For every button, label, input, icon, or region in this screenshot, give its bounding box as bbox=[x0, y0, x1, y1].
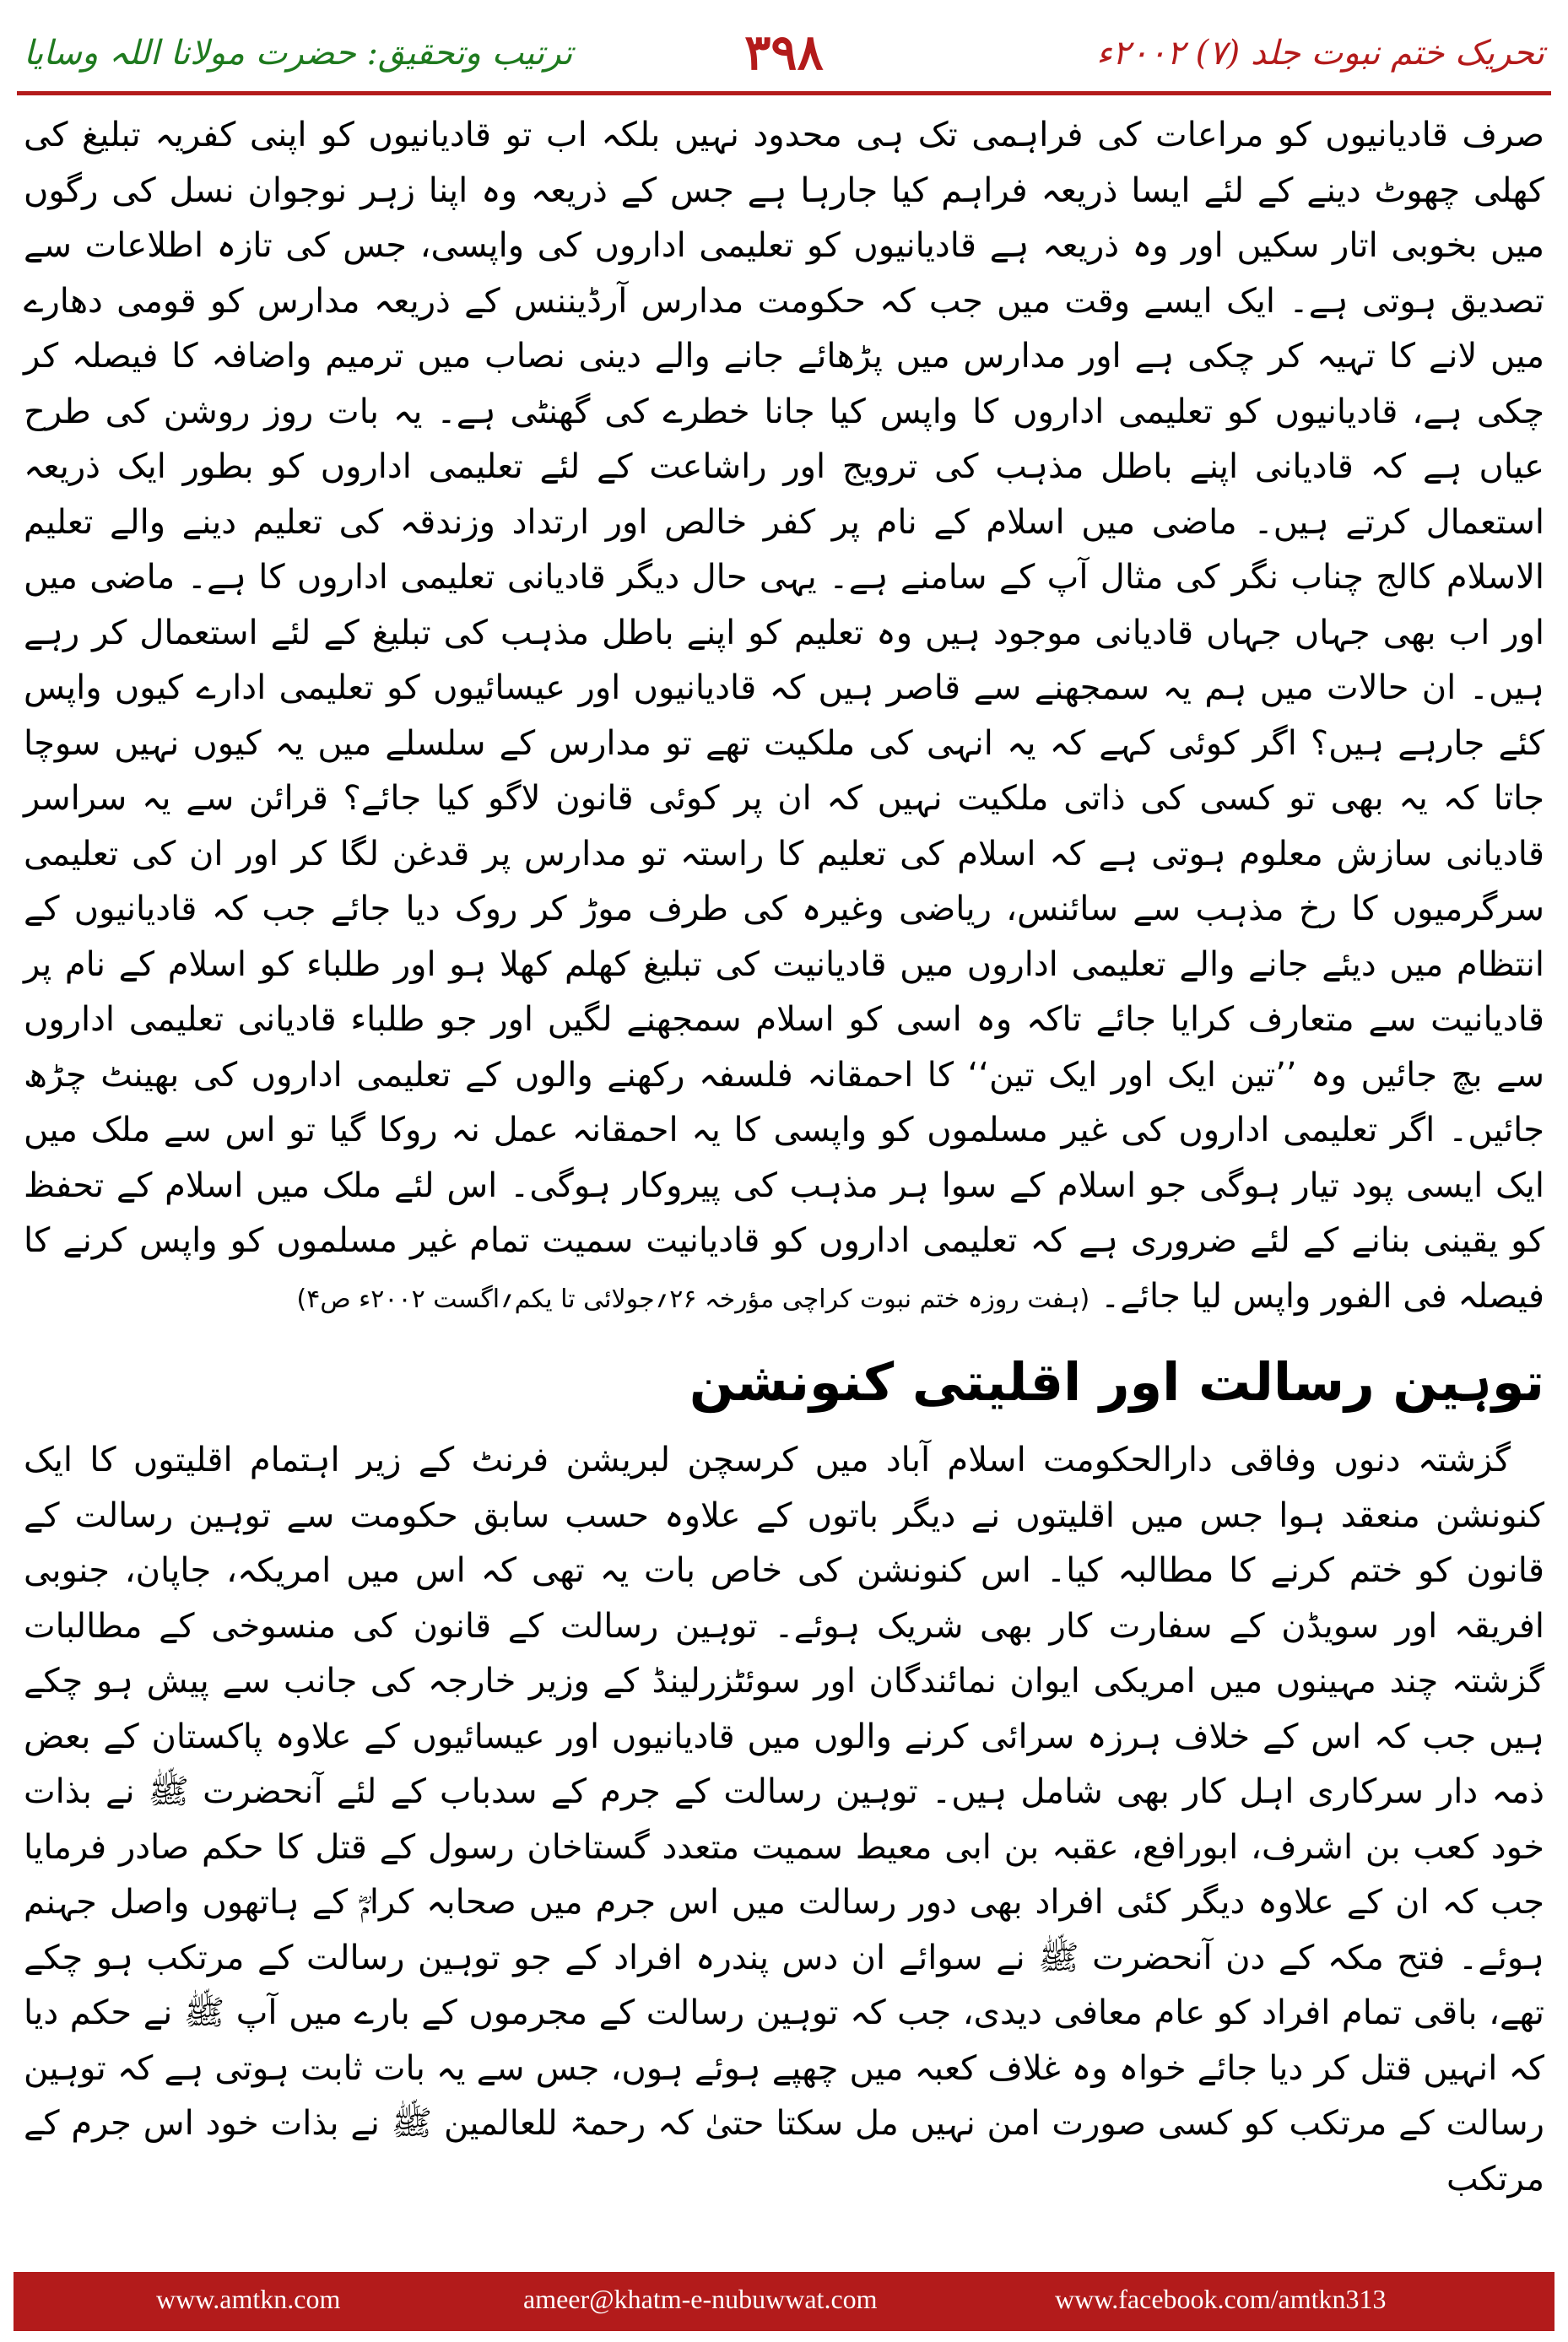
book-title: تحریک ختم نبوت جلد (۷) ۲۰۰۲ء bbox=[1096, 34, 1544, 73]
page-header bbox=[0, 0, 1568, 97]
body-paragraph: گزشتہ دنوں وفاقی دارالحکومت اسلام آباد میں کرسچن لبریشن فرنٹ کے زیر اہتمام اقلیتوں کا ایک کنونشن منعقد ہوا جس میں اقلیتوں نے دیگر باتوں کے علاوہ حسب سابق حکومت سے توہین رسالت کے قانون کو ختم کرنے کا مطالبہ کیا۔ اس کنونشن کی خاص بات یہ تھی کہ اس میں امریکہ، جاپان، جنوبی افریقہ اور سویڈن کے سفارت کار بھی شریک ہوئے۔ توہین رسالت کے قانون کی منسوخی کے مطالبات گزشتہ چند مہینوں میں امریکی ایوان نمائندگان اور سوئٹزرلینڈ کے وزیر خارجہ کی جانب سے پیش ہو چکے ہیں جب کہ اس کے خلاف ہرزہ سرائی کرنے والوں میں قادیانیوں اور عیسائیوں کے علاوہ پاکستان کے بعض ذمہ دار سرکاری اہل کار بھی شامل ہیں۔ توہین رسالت کے جرم کے سدباب کے لئے آنحضرت ﷺ نے بذات خود کعب بن اشرف، ابورافع، عقبہ بن ابی معیط سمیت متعدد گستاخان رسول کے قتل کا حکم صادر فرمایا جب کہ ان کے علاوہ دیگر کئی افراد بھی دور رسالت میں اس جرم میں صحابہ کرامؓ کے ہاتھوں واصل جہنم ہوئے۔ فتح مکہ کے دن آنحضرت ﷺ نے سوائے ان دس پندرہ افراد کے جو توہین رسالت کے مرتکب ہو چکے تھے، باقی تمام افراد کو عام معافی دیدی، جب کہ توہین رسالت کے مجرموں کے بارے میں آپ ﷺ نے حکم دیا کہ انہیں قتل کر دیا جائے خواہ وہ غلاف کعبہ میں چھپے ہوئے ہوں، جس سے یہ بات ثابت ہوتی ہے کہ توہین رسالت کے مرتکب کو کسی صورت امن نہیں مل سکتا حتیٰ کہ رحمۃ للعالمین ﷺ نے بذات خود اس جرم کے مرتکب bbox=[24, 1441, 1544, 2199]
paragraph-text: صرف قادیانیوں کو مراعات کی فراہمی تک ہی محدود نہیں بلکہ اب تو قادیانیوں کو اپنی کفریہ تبلیغ کی کھلی چھوٹ دینے کے لئے ایسا ذریعہ فراہم کیا جارہا ہے جس کے ذریعہ وہ اپنا زہر نوجوان نسل کی رگوں میں بخوبی اتار سکیں اور وہ ذریعہ ہے قادیانیوں کو تعلیمی اداروں کی واپسی، جس کی تازہ اطلاعات سے تصدیق ہوتی ہے۔ ایک ایسے وقت میں جب کہ حکومت مدارس آرڈیننس کے ذریعہ مدارس کو قومی دھارے میں لانے کا تہیہ کر چکی ہے اور مدارس میں پڑھائے جانے والے دینی نصاب میں ترمیم واضافہ کا فیصلہ کر چکی ہے، قادیانیوں کو تعلیمی اداروں کا واپس کیا جانا خطرے کی گھنٹی ہے۔ یہ بات روز روشن کی طرح عیاں ہے کہ قادیانی اپنے باطل مذہب کی ترویج اور راشاعت کے لئے تعلیمی اداروں کو بطور ایک ذریعہ استعمال کرتے ہیں۔ ماضی میں اسلام کے نام پر کفر خالص اور ارتداد وزندقہ کی تعلیم دینے والے تعلیم الاسلام کالج چناب نگر کی مثال آپ کے سامنے ہے۔ یہی حال دیگر قادیانی تعلیمی اداروں کا ہے۔ ماضی میں اور اب بھی جہاں جہاں قادیانی موجود ہیں وہ تعلیم کو اپنے باطل مذہب کی تبلیغ کے لئے استعمال کر رہے ہیں۔ ان حالات میں ہم یہ سمجھنے سے قاصر ہیں کہ قادیانیوں اور عیسائیوں کو تعلیمی ادارے کیوں واپس کئے جارہے ہیں؟ اگر کوئی کہے کہ یہ انہی کی ملکیت تھے تو مدارس کے سلسلے میں یہ کیوں نہیں سوچا جاتا کہ یہ بھی تو کسی کی ذاتی ملکیت نہیں کہ ان پر کوئی قانون لاگو کیا جائے؟ قرائن سے یہ سراسر قادیانی سازش معلوم ہوتی ہے کہ اسلام کی تعلیم کا راستہ تو مدارس پر قدغن لگا کر اور ان کی تعلیمی سرگرمیوں کا رخ مذہب سے سائنس، ریاضی وغیرہ کی طرف موڑ کر روک دیا جائے جب کہ قادیانیوں کے انتظام میں دیئے جانے والے تعلیمی اداروں میں قادیانیت کی تبلیغ کھلم کھلا ہو اور طلباء کو اسلام کے نام پر قادیانیت سے متعارف کرایا جائے تاکہ وہ اسی کو اسلام سمجھنے لگیں اور جو طلباء قادیانی تعلیمی اداروں سے بچ جائیں وہ ’’تین ایک اور ایک تین‘‘ کا احمقانہ فلسفہ رکھنے والوں کے تعلیمی اداروں کی بھینٹ چڑھ جائیں۔ اگر تعلیمی اداروں کی غیر مسلموں کو واپسی کا یہ احمقانہ عمل نہ روکا گیا تو اس سے ملک میں ایک ایسی پود تیار ہوگی جو اسلام کے سوا ہر مذہب کی پیروکار ہوگی۔ اس لئے ملک میں اسلام کے تحفظ کو یقینی بنانے کے لئے ضروری ہے کہ تعلیمی اداروں کو قادیانیت سمیت تمام غیر مسلموں کو واپس کرنے کا فیصلہ فی الفور واپس لیا جائے۔ bbox=[24, 116, 1544, 1316]
page-number: ۳۹۸ bbox=[744, 24, 824, 81]
page-footer bbox=[0, 2272, 1568, 2342]
page-body bbox=[24, 108, 1544, 2207]
header-divider bbox=[17, 91, 1551, 95]
facebook-link[interactable]: www.facebook.com/amtkn313 bbox=[1055, 2284, 1387, 2314]
website-link[interactable]: www.amtkn.com bbox=[156, 2284, 341, 2314]
body-paragraph bbox=[24, 108, 1544, 1327]
source-citation: (ہفت روزہ ختم نبوت کراچی مؤرخہ ۲۶؍جولائی تا یکم؍اگست ۲۰۰۲ء ص۴) bbox=[296, 1284, 1090, 1314]
compiler-credit: ترتیب وتحقیق: حضرت مولانا اللہ وسایا bbox=[24, 34, 573, 73]
email-link[interactable]: ameer@khatm-e-nubuwwat.com bbox=[523, 2284, 878, 2314]
section-heading: توہین رسالت اور اقلیتی کنونشن bbox=[689, 1351, 1544, 1413]
